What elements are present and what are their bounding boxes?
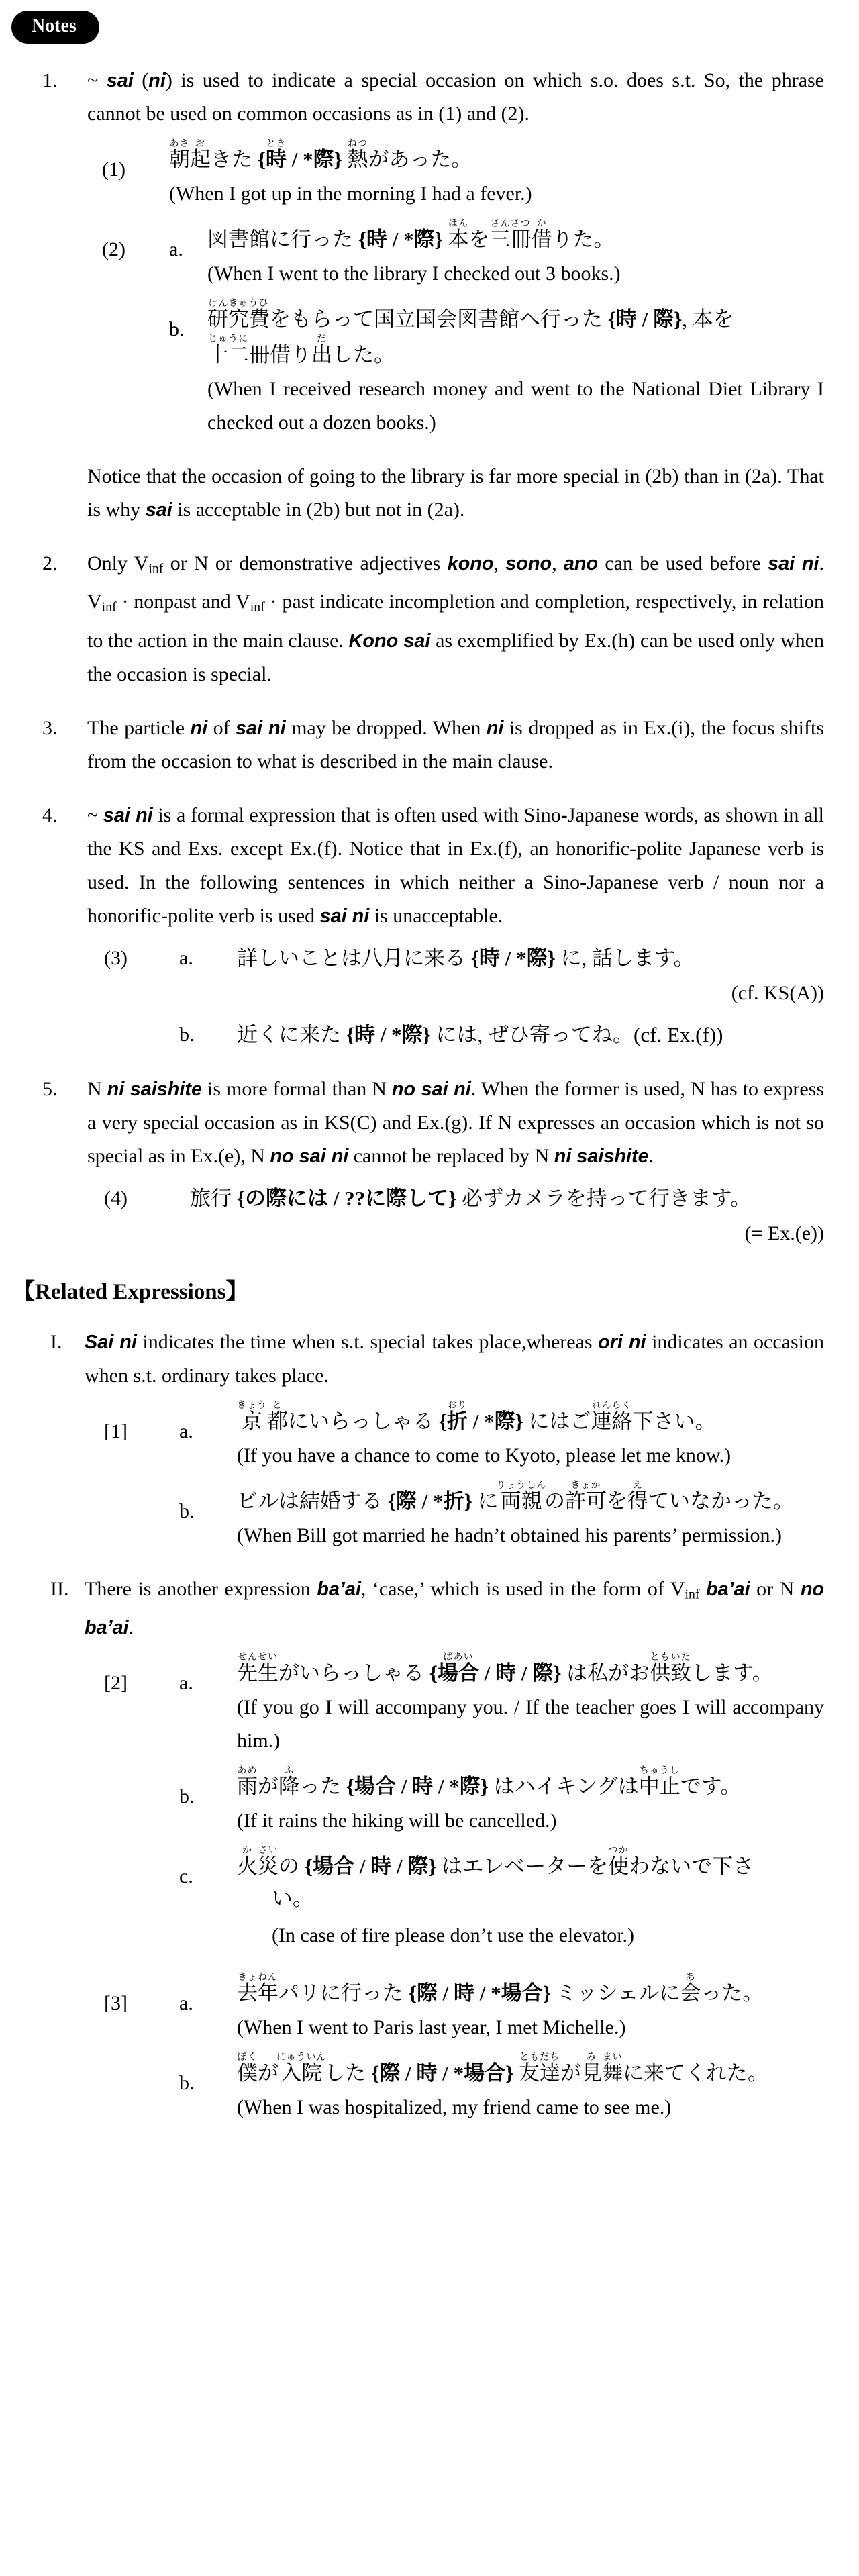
note-2-number: 2.: [42, 552, 58, 575]
re-example-2c-japanese-continuation: い。: [272, 1887, 313, 1911]
re-example-1b-letter: b.: [179, 1499, 195, 1522]
example-3b-letter: b.: [179, 1023, 195, 1046]
example-2b-translation: (When I received research money and went to the National Diet Library I checked out a dozen books.): [207, 378, 824, 434]
re-example-2b-translation: (If it rains the hiking will be cancelled.): [237, 1810, 557, 1832]
re-example-2a-letter: a.: [179, 1672, 193, 1695]
re-example-2c-translation: (In case of fire please don’t use the elevator.): [272, 1924, 635, 1947]
example-1-translation: (When I got up in the morning I had a fever.): [169, 183, 532, 205]
example-2a-letter: a.: [169, 238, 183, 261]
re-example-2c-number-spacer: [104, 1846, 179, 1861]
example-2b-body: [207, 299, 824, 440]
re-example-1b-body: [237, 1481, 824, 1552]
example-2b-japanese-line1: 研究費けんきゅうひをもらって国立国会図書館へ行った {時 / 際}, 本を: [207, 299, 734, 332]
example-4: [104, 1181, 824, 1250]
note-item-3: [42, 711, 824, 779]
re-example-1a-body: [237, 1401, 824, 1473]
re-example-1a-japanese: 京きょう都とにいらっしゃる {折おり / *際} にはご連絡れんらく下さい。: [237, 1400, 716, 1433]
re-example-3b: [104, 2052, 824, 2124]
example-2a: [102, 219, 824, 291]
note-3-text: The particle ni of sai ni may be dropped. When ni is dropped as in Ex.(i), the focus shifts from the occasion to what is described in the main clause.: [87, 716, 824, 773]
re-example-2b: [104, 1766, 824, 1838]
re-example-2a-translation: (If you go I will accompany you. / If the teacher goes I will accompany him.): [237, 1696, 824, 1752]
notice-paragraph: Notice that the occasion of going to the library is far more special in (2b) than in (2a). That is why sai is acceptable in (2b) but not in (2a).: [87, 465, 824, 522]
re-example-3b-letter: b.: [179, 2072, 195, 2095]
re-example-2a-body: [237, 1652, 824, 1758]
example-1: [102, 139, 824, 211]
note-item-1: [42, 64, 824, 131]
note-1-text: ~ sai (ni) is used to indicate a special occasion on which s.o. does s.t. So, the phrase cannot be used on common occasions as in (1) and (2).: [87, 69, 825, 125]
example-2b-number-spacer: [102, 299, 169, 313]
related-1-text: Sai ni indicates the time when s.t. special takes place,whereas ori ni indicates an occasion when s.t. ordinary takes place.: [85, 1330, 825, 1387]
re-example-3-number: [3]: [104, 1992, 128, 2015]
re-example-2b-body: [237, 1766, 824, 1838]
example-4-reference: (= Ex.(e)): [744, 1222, 824, 1244]
note-4-text: ~ sai ni is a formal expression that is often used with Sino-Japanese words, as shown in all the KS and Exs. except Ex.(f). Notice that in Ex.(f), an honorific-polite Japanese verb is used. In the following sentences in which neither a Sino-Japanese verb / noun nor a honorific-polite verb is used sai ni is unacceptable.: [87, 803, 825, 927]
re-example-3b-japanese: 僕ぼくが入院にゅういんした {際 / 時 / *場合} 友達ともだちが見み舞まいに来てくれた。: [237, 2052, 769, 2085]
example-2b: [102, 299, 824, 440]
re-example-2a: [104, 1652, 824, 1758]
re-example-2b-letter: b.: [179, 1785, 195, 1808]
re-example-2b-number-spacer: [104, 1766, 179, 1781]
re-example-1a-translation: (If you have a chance to come to Kyoto, please let me know.): [237, 1444, 731, 1467]
example-3a-body: [237, 941, 824, 1009]
re-example-1b-japanese: ビルは結婚する {際 / *折} に両親りょうしんの許可きょかを得えていなかった。: [237, 1480, 795, 1513]
example-4-japanese: 旅行 {の際には / ??に際して} 必ずカメラを持って行きます。: [190, 1186, 752, 1210]
note-5-number: 5.: [42, 1077, 58, 1100]
related-1-number: I.: [50, 1330, 62, 1353]
example-3b-body: [237, 1018, 824, 1052]
related-item-1: [50, 1326, 824, 1393]
notes-badge-label: Notes: [32, 15, 77, 36]
note-item-2: [42, 547, 824, 691]
re-example-1a-letter: a.: [179, 1420, 193, 1442]
re-example-2c-letter: c.: [179, 1865, 193, 1888]
re-example-2c-japanese: 火か災さいの {場合 / 時 / 際} はエレベーターを使つかわないで下さ: [237, 1846, 754, 1879]
re-example-3a: [104, 1973, 824, 2044]
note-1-number: 1.: [42, 69, 58, 91]
example-3-number: (3): [104, 946, 128, 969]
re-example-3a-body: [237, 1973, 824, 2044]
related-2-number: II.: [50, 1577, 69, 1600]
example-1-number: (1): [102, 158, 125, 181]
re-example-3b-translation: (When I was hospitalized, my friend came to see me.): [237, 2096, 672, 2119]
example-3a-reference: (cf. KS(A)): [731, 981, 824, 1004]
example-3a-japanese: 詳しいことは八月に来る {時 / *際} に, 話します。: [237, 946, 695, 970]
re-example-2a-japanese: 先生せんせいがいらっしゃる {場合ばあい / 時 / 際} は私がお供とも致いたします。: [237, 1652, 773, 1685]
example-3a: [104, 941, 824, 1009]
example-3b-japanese: 近くに来た {時 / *際} には, ぜひ寄ってね。(cf. Ex.(f)): [237, 1022, 723, 1046]
note-item-4: [42, 799, 824, 933]
re-example-1b: [104, 1481, 824, 1552]
re-example-2b-japanese: 雨あめが降ふった {場合 / 時 / *際} はハイキングは中止ちゅうしです。: [237, 1766, 742, 1799]
re-example-2c: [104, 1846, 824, 1952]
notes-badge: [11, 11, 99, 44]
re-example-3b-number-spacer: [104, 2052, 179, 2067]
re-example-2-number: [2]: [104, 1672, 128, 1695]
example-2a-translation: (When I went to the library I checked out 3 books.): [207, 262, 621, 285]
re-example-1-number: [1]: [104, 1420, 128, 1442]
example-1-japanese: 朝あさ起おきた {時とき / *際} 熱ねつがあった。: [169, 139, 472, 171]
re-example-3a-japanese: 去年きょねんパリに行った {際 / 時 / *場合} ミッシェルに会あった。: [237, 1973, 764, 2005]
note-3-number: 3.: [42, 716, 58, 739]
related-expressions-heading: 【Related Expressions】: [13, 1279, 248, 1304]
re-example-1a: [104, 1401, 824, 1473]
example-2-number: (2): [102, 238, 125, 261]
example-4-number: (4): [104, 1187, 128, 1209]
note-2-text: Only $V_{inf}$ or N or demonstrative adjectives kono, sono, ano can be used before sai ni. $V_{inf}$ · nonpast and $V_{inf}$ · past indicate incompletion and completion, respectively, in relation to the action in the main clause. Kono sai as exemplified by Ex.(h) can be used only when the occasion is special.: [87, 552, 825, 685]
example-2b-japanese-line2: 十二じゅうに冊借り出だした。: [207, 334, 395, 367]
example-3b: [104, 1018, 824, 1052]
example-2a-japanese: 図書館に行った {時 / *際} 本ほんを三冊さんさつ借かりた。: [207, 219, 615, 252]
note-5-text: N ni saishite is more formal than N no sai ni. When the former is used, N has to express a very special occasion as in KS(C) and Ex.(g). If N expresses an occasion which is not so special as in Ex.(e), N no sai ni cannot be replaced by N ni saishite.: [87, 1077, 824, 1167]
related-2-text: There is another expression ba’ai, ‘case,’ which is used in the form of $V_{inf}$ ba’ai or N no ba’ai.: [85, 1577, 825, 1639]
example-1-body: [169, 139, 824, 211]
re-example-3a-translation: (When I went to Paris last year, I met Michelle.): [237, 2016, 626, 2039]
example-2a-body: [207, 219, 824, 291]
related-item-2: [50, 1573, 824, 1644]
re-example-3b-body: [237, 2052, 824, 2124]
example-3a-letter: a.: [179, 946, 193, 969]
re-example-1b-number-spacer: [104, 1481, 179, 1495]
example-2b-letter: b.: [169, 318, 185, 341]
re-example-1b-translation: (When Bill got married he hadn’t obtained his parents’ permission.): [237, 1524, 782, 1546]
note-item-5: [42, 1073, 824, 1173]
re-example-3a-letter: a.: [179, 1992, 193, 2015]
re-example-2c-body: [237, 1846, 824, 1952]
example-4-body: [190, 1181, 824, 1250]
note-4-number: 4.: [42, 803, 58, 826]
